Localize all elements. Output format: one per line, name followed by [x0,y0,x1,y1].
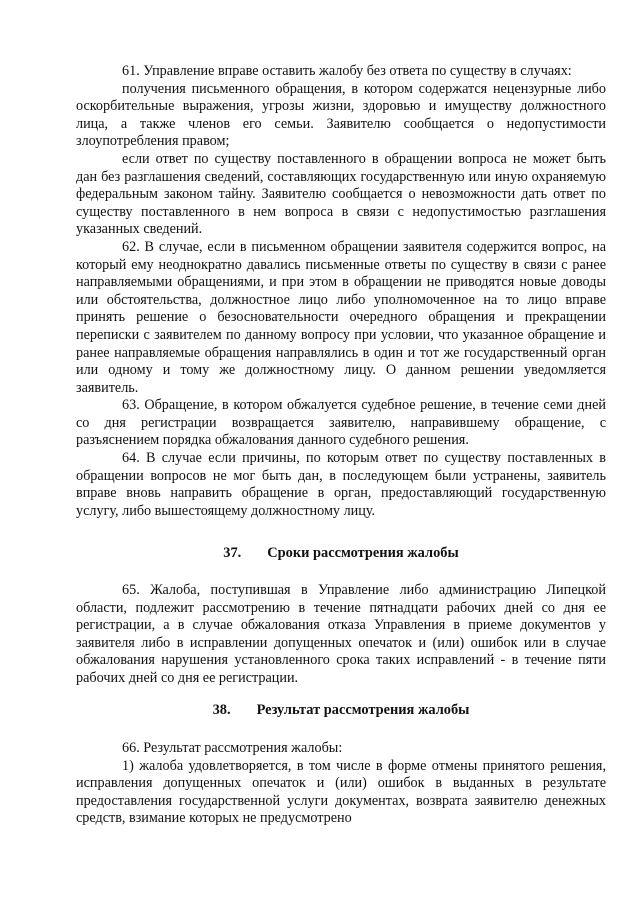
section-38-heading [76,702,606,720]
section-37-body [76,582,606,688]
paragraph-62: 62. В случае, если в письменном обращении заявителя содержится вопрос, на который ему неоднократно давались письменные ответы по существу в связи с ранее направляемыми обращениями, и при этом в обращении не приводятся новые доводы или обстоятельства, должностное лицо либо уполномоченное на то лицо вправе принять решение о безосновательности очередного обращения и прекращении переписки с заявителем по данному вопросу при условии, что указанное обращение и ранее направляемые обращения направлялись в один и тот же государственный орган или одному и тому же должностному лицу. О данном решении уведомляется заявитель. [76,238,606,396]
paragraphs-group-top [76,63,606,520]
section-37-title: Сроки рассмотрения жалобы [267,545,459,561]
section-37-number: 37. [223,545,242,561]
section-38-number: 38. [212,702,231,718]
section-38-title: Результат рассмотрения жалобы [256,702,470,718]
paragraph-65: 65. Жалоба, поступившая в Управление либо администрацию Липецкой области, подлежит рассмотрению в течение пятнадцати рабочих дней со дня ее регистрации, а в случае обжалования отказа Управления в приеме документов у заявителя либо в исправлении допущенных опечаток и (или) ошибок или в случае обжалования нарушения установленного срока таких исправлений - в течение пяти рабочих дней со дня ее регистрации. [76,582,606,686]
paragraph-61-case-2: если ответ по существу поставленного в обращении вопроса не может быть дан без разглашения сведений, составляющих государственную или иную охраняемую федеральным законом тайну. Заявителю сообщается о невозможности дать ответ по существу поставленного в нем вопроса в связи с недопустимостью разглашения указанных сведений. [76,150,606,238]
paragraph-61-case-1: получения письменного обращения, в котором содержатся нецензурные либо оскорбительные выражения, угрозы жизни, здоровью и имуществу должностного лица, а также членов его семьи. Заявителю сообщается о недопустимости злоупотребления правом; [76,80,606,150]
section-38-body [76,740,606,828]
paragraph-63: 63. Обращение, в котором обжалуется судебное решение, в течение семи дней со дня регистрации возвращается заявителю, направившему обращение, с разъяснением порядка обжалования данного судебного решения. [76,397,606,449]
paragraph-66: 66. Результат рассмотрения жалобы: [122,740,343,756]
paragraph-64: 64. В случае если причины, по которым ответ по существу поставленных в обращении вопросов не мог быть дан, в последующем были устранены, заявитель вправе вновь направить обращение в орган, предоставляющий государственную услугу, либо вышестоящему должностному лицу. [76,450,606,519]
paragraph-66-item-1: 1) жалоба удовлетворяется, в том числе в форме отмены принятого решения, исправления допущенных опечаток и (или) ошибок в выданных в результате предоставления государственной услуги документах, возврата заявителю денежных средств, взимание которых не предусмотрено [76,757,606,827]
paragraph-61: 61. Управление вправе оставить жалобу без ответа по существу в случаях: [122,63,572,79]
section-37-heading [76,545,606,563]
